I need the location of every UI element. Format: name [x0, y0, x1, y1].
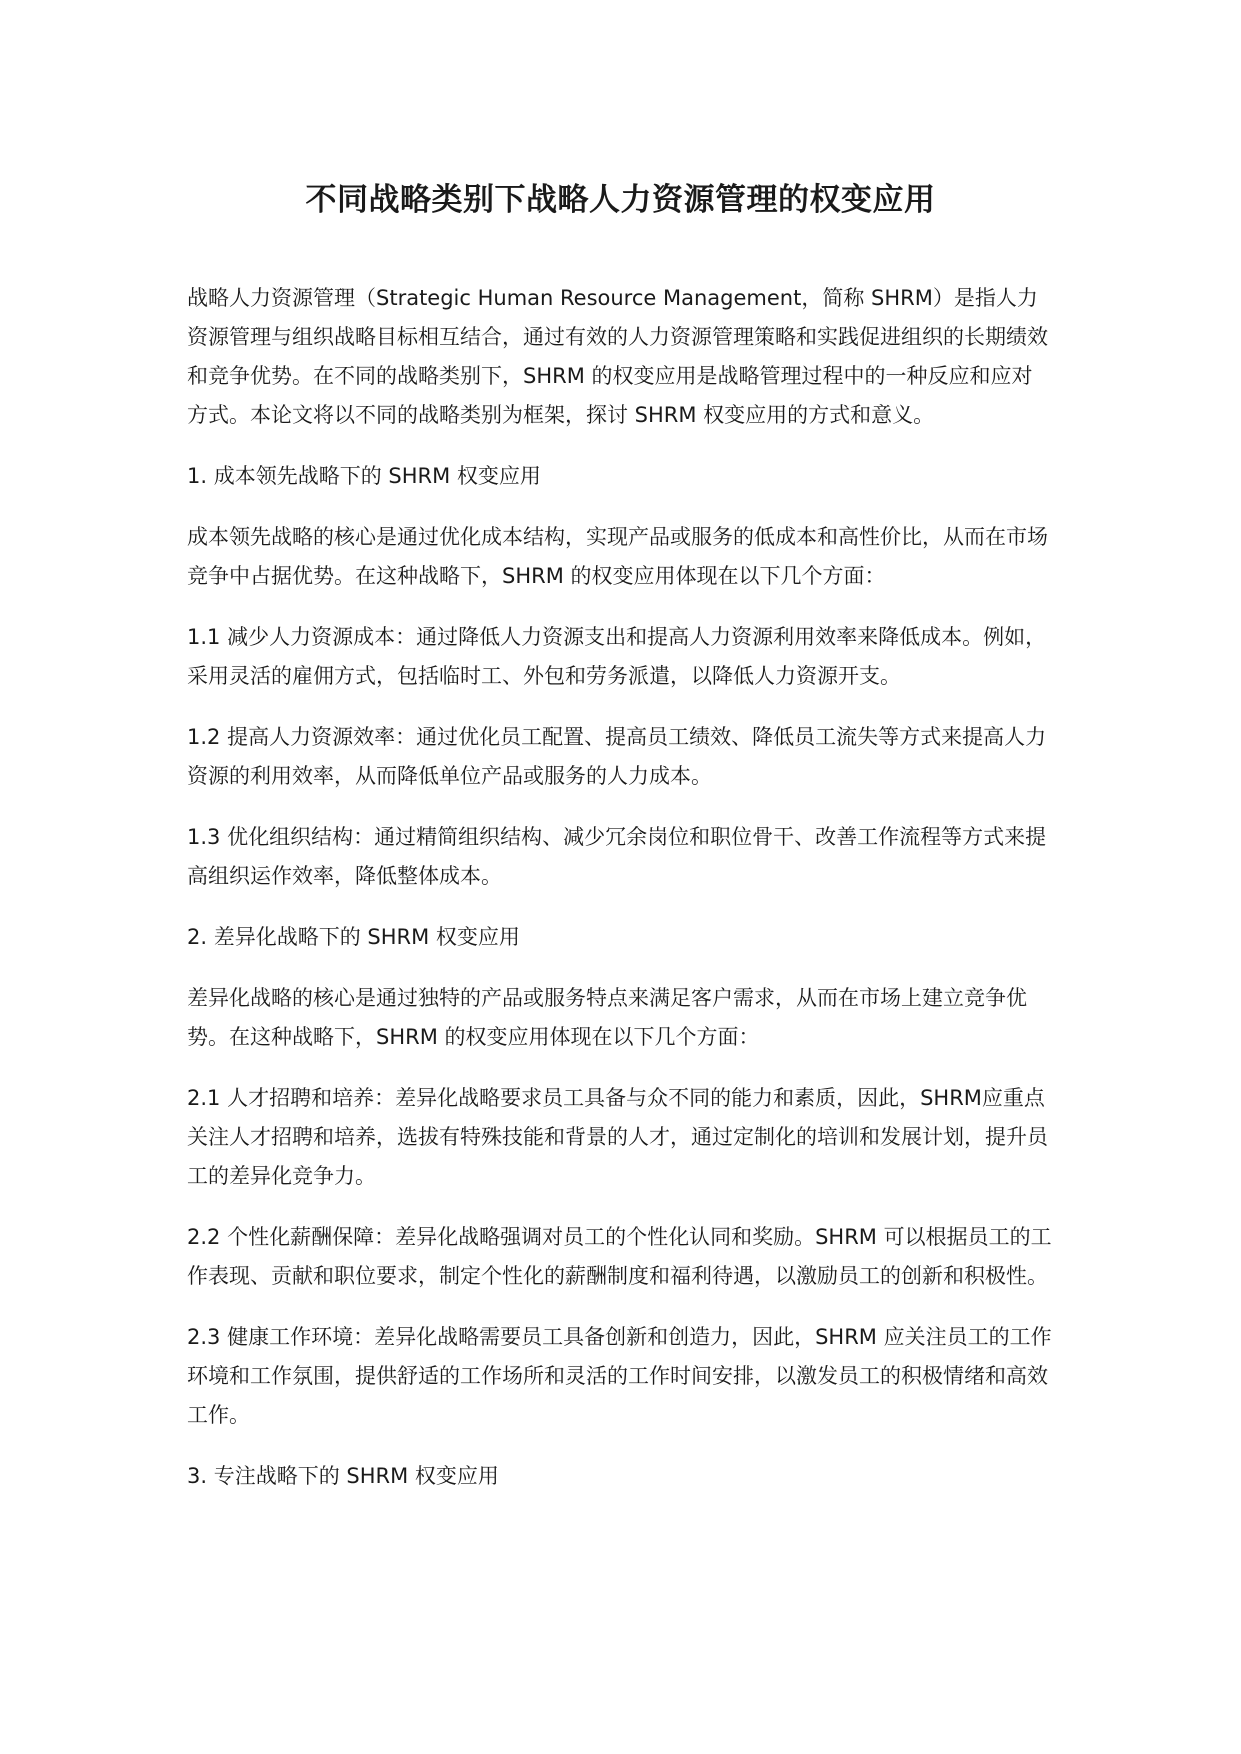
- document-title: 不同战略类别下战略人力资源管理的权变应用: [305, 182, 936, 218]
- item-2-1-paragraph: 2.1 人才招聘和培养：差异化战略要求员工具备与众不同的能力和素质，因此，SHRM应重点关注人才招聘和培养，选拔有特殊技能和背景的人才，通过定制化的培训和发展计划，提升员工的差异化竞争力。: [187, 1086, 1048, 1188]
- document-body: [187, 279, 1053, 1518]
- section-heading-2: 2. 差异化战略下的 SHRM 权变应用: [187, 925, 520, 949]
- item-1-1-paragraph: 1.1 减少人力资源成本：通过降低人力资源支出和提高人力资源利用效率来降低成本。例如，采用灵活的雇佣方式，包括临时工、外包和劳务派遣，以降低人力资源开支。: [187, 625, 1047, 688]
- intro-paragraph: 战略人力资源管理（Strategic Human Resource Management，简称 SHRM）是指人力资源管理与组织战略目标相互结合，通过有效的人力资源管理策略和实践促进组织的长期绩效和竞争优势。在不同的战略类别下，SHRM 的权变应用是战略管理过程中的一种反应和应对方式。本论文将以不同的战略类别为框架，探讨 SHRM 权变应用的方式和意义。: [187, 286, 1048, 427]
- item-1-2-paragraph: 1.2 提高人力资源效率：通过优化员工配置、提高员工绩效、降低员工流失等方式来提高人力资源的利用效率，从而降低单位产品或服务的人力成本。: [187, 725, 1047, 788]
- item-2-3-paragraph: 2.3 健康工作环境：差异化战略需要员工具备创新和创造力，因此，SHRM 应关注员工的工作环境和工作氛围，提供舒适的工作场所和灵活的工作时间安排，以激发员工的积极情绪和高效工作。: [187, 1325, 1052, 1427]
- item-2-2-paragraph: 2.2 个性化薪酬保障：差异化战略强调对员工的个性化认同和奖励。SHRM 可以根据员工的工作表现、贡献和职位要求，制定个性化的薪酬制度和福利待遇，以激励员工的创新和积极性。: [187, 1225, 1052, 1288]
- item-1-3-paragraph: 1.3 优化组织结构：通过精简组织结构、减少冗余岗位和职位骨干、改善工作流程等方式来提高组织运作效率，降低整体成本。: [187, 825, 1047, 888]
- section-1-paragraph: 成本领先战略的核心是通过优化成本结构，实现产品或服务的低成本和高性价比，从而在市场竞争中占据优势。在这种战略下，SHRM 的权变应用体现在以下几个方面：: [187, 525, 1048, 588]
- section-heading-1: 1. 成本领先战略下的 SHRM 权变应用: [187, 464, 541, 488]
- section-2-paragraph: 差异化战略的核心是通过独特的产品或服务特点来满足客户需求，从而在市场上建立竞争优势。在这种战略下，SHRM 的权变应用体现在以下几个方面：: [187, 986, 1027, 1049]
- section-heading-3: 3. 专注战略下的 SHRM 权变应用: [187, 1464, 499, 1488]
